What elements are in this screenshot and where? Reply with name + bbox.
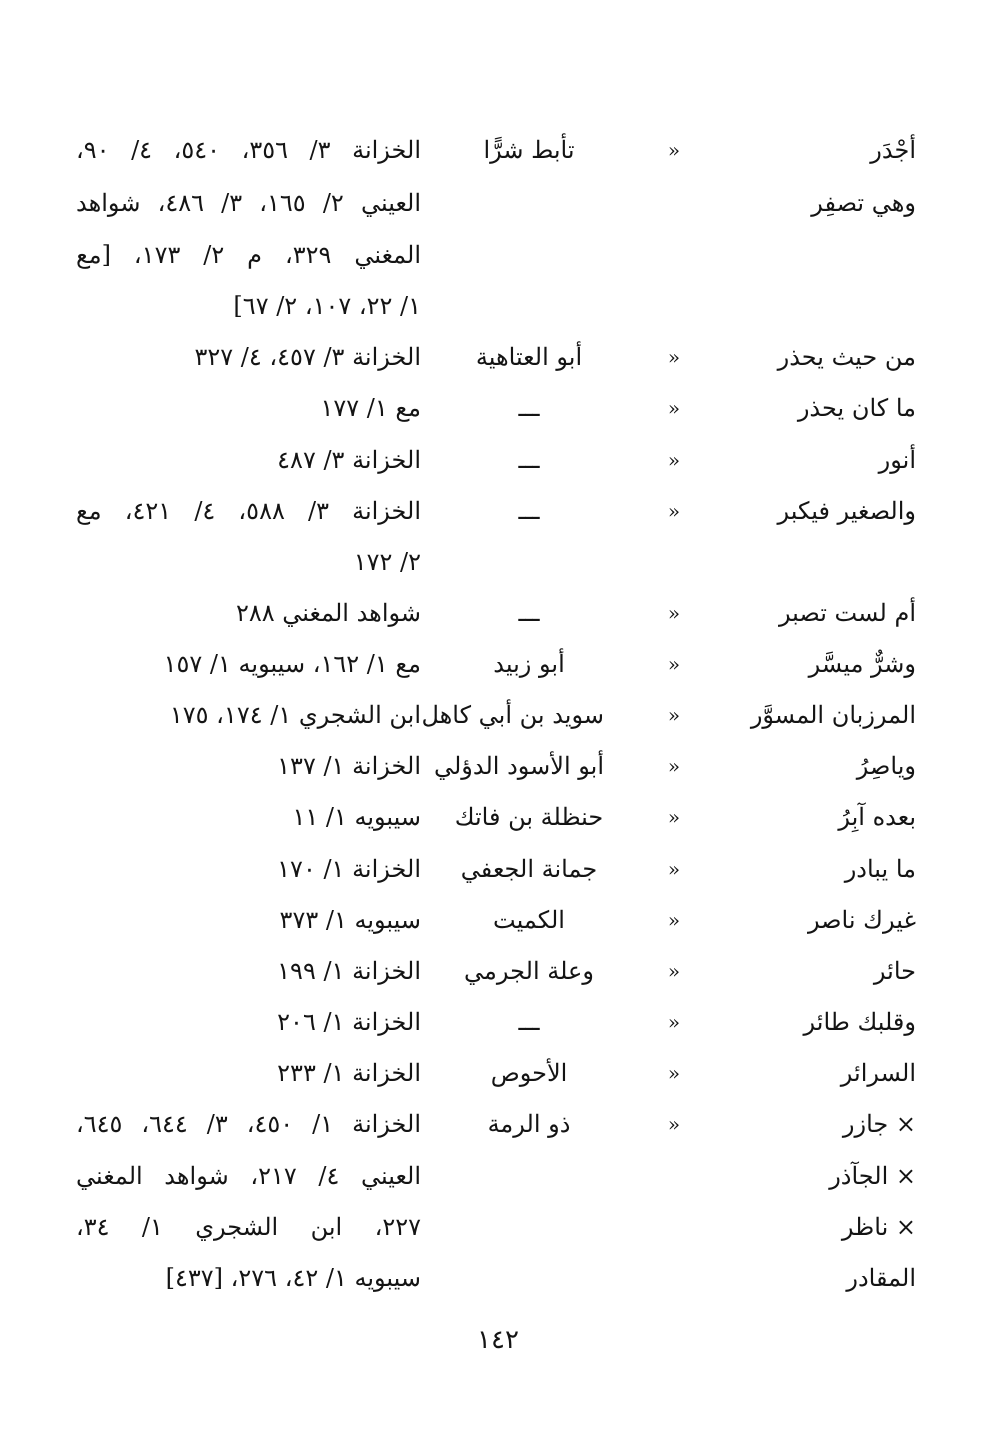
rhyme-word: السرائر (840, 1059, 916, 1087)
ditto-mark: « (667, 1112, 681, 1136)
poet-name (454, 1150, 604, 1202)
ditto-mark: « (667, 345, 681, 369)
table-row (0, 382, 996, 434)
table-row (0, 689, 996, 741)
poet-name: أبو العتاهية (475, 343, 583, 371)
source-reference: الخزانة ١/ ٢٣٣ (277, 1059, 421, 1087)
table-row (0, 1150, 996, 1202)
poet-name: ـــ (518, 446, 540, 474)
poet-name (454, 280, 604, 332)
ditto-mark: « (667, 1061, 681, 1085)
source-reference: الخزانة ٣/ ٥٨٨، ٤/ ٤٢١، مع (76, 497, 422, 525)
source-reference: المغني ٣٢٩، م ٢/ ١٧٣، [مع (76, 241, 421, 269)
rhyme-word: من حيث يحذر (777, 343, 916, 371)
source-reference: الخزانة ٣/ ٤٥٧، ٤/ ٣٢٧ (194, 343, 421, 371)
rhyme-word: ما يبادر (844, 855, 916, 883)
ditto-mark: « (667, 857, 681, 881)
poet-name: ـــ (518, 599, 540, 627)
rhyme-word: وقلبك طائر (803, 1008, 916, 1036)
source-reference: مع ١/ ١٧٧ (320, 394, 421, 422)
source-reference: الخزانة ١/ ١٧٠ (277, 855, 421, 883)
table-row (0, 945, 996, 997)
ditto-mark: « (667, 908, 681, 932)
source-reference: سيبويه ١/ ٤٢، ٢٧٦، [٤٣٧] (165, 1264, 421, 1292)
table-row (0, 638, 996, 690)
source-reference: الخزانة ١/ ١٩٩ (277, 957, 421, 985)
poet-name (454, 536, 604, 588)
poet-name: الكميت (493, 906, 565, 934)
ditto-mark: « (667, 601, 681, 625)
rhyme-word: بعده آبِرُ (838, 803, 916, 831)
poet-name: ـــ (518, 497, 540, 525)
table-row (0, 1252, 996, 1304)
table-row (0, 1201, 996, 1253)
table-row (0, 280, 996, 332)
source-reference: الخزانة ٣/ ٤٨٧ (277, 446, 421, 474)
table-row (0, 740, 996, 792)
ditto-mark (664, 1252, 684, 1304)
poet-name: وعلة الجرمي (464, 957, 594, 985)
poet-name: أبو زبيد (493, 650, 565, 678)
poet-name: جمانة الجعفي (460, 855, 598, 883)
source-reference: ابن الشجري ١/ ١٧٤، ١٧٥ (169, 701, 421, 729)
rhyme-word: المرزبان المسوَّر (750, 701, 916, 729)
rhyme-word: ما كان يحذر (797, 394, 916, 422)
source-reference: الخزانة ٣/ ٣٥٦، ٥٤٠، ٤/ ٩٠، (76, 136, 422, 164)
rhyme-word: المقادر (846, 1264, 916, 1292)
table-row (0, 1098, 996, 1150)
source-reference: ١/ ٢٢، ١٠٧، ٢/ ٦٧] (233, 292, 421, 320)
rhyme-word: × جازر (842, 1110, 916, 1138)
ditto-mark: « (667, 703, 681, 727)
table-row (0, 124, 996, 176)
ditto-mark: « (667, 396, 681, 420)
ditto-mark: « (667, 805, 681, 829)
rhyme-word: والصغير فيكبر (777, 497, 916, 525)
poet-name (454, 1201, 604, 1253)
table-row (0, 331, 996, 383)
source-reference: الخزانة ١/ ٢٠٦ (277, 1008, 421, 1036)
ditto-mark (664, 1201, 684, 1253)
rhyme-word (686, 280, 916, 332)
poet-name: حنظلة بن فاتك (454, 803, 604, 831)
poet-name: سويد بن أبي كاهل (421, 701, 604, 729)
source-reference: العيني ٤/ ٢١٧، شواهد المغني (76, 1162, 421, 1190)
rhyme-word (686, 536, 916, 588)
rhyme-word: × ناظر (841, 1213, 916, 1241)
source-reference: ٢٢٧، ابن الشجري ١/ ٣٤، (76, 1213, 421, 1241)
ditto-mark (664, 536, 684, 588)
poet-name: أبو الأسود الدؤلي (433, 752, 604, 780)
ditto-mark: « (667, 652, 681, 676)
table-row (0, 434, 996, 486)
ditto-mark (664, 1150, 684, 1202)
poet-name: ـــ (518, 394, 540, 422)
source-reference: مع ١/ ١٦٢، سيبويه ١/ ١٥٧ (163, 650, 421, 678)
table-row (0, 587, 996, 639)
source-reference: العيني ٢/ ١٦٥، ٣/ ٤٨٦، شواهد (76, 189, 422, 217)
ditto-mark: « (667, 448, 681, 472)
poet-name (454, 177, 604, 229)
ditto-mark (664, 177, 684, 229)
ditto-mark: « (667, 499, 681, 523)
table-row (0, 229, 996, 281)
ditto-mark (664, 280, 684, 332)
poet-name: الأحوص (490, 1059, 568, 1087)
poet-name: ذو الرمة (487, 1110, 571, 1138)
table-row (0, 996, 996, 1048)
ditto-mark: « (667, 959, 681, 983)
source-reference: الخزانة ١/ ١٣٧ (277, 752, 421, 780)
table-row (0, 177, 996, 229)
source-reference: سيبويه ١/ ٣٧٣ (279, 906, 421, 934)
source-reference: سيبويه ١/ ١١ (292, 803, 421, 831)
page-number: ١٤٢ (477, 1325, 519, 1355)
rhyme-word: حائر (873, 957, 916, 985)
source-reference: الخزانة ١/ ٤٥٠، ٣/ ٦٤٤، ٦٤٥، (76, 1110, 422, 1138)
rhyme-word: أم لست تصبر (778, 599, 916, 627)
ditto-mark: « (667, 1010, 681, 1034)
rhyme-word: × الجآذر (829, 1162, 916, 1190)
table-row (0, 843, 996, 895)
source-reference: شواهد المغني ٢٨٨ (235, 599, 421, 627)
poet-name: ـــ (518, 1008, 540, 1036)
ditto-mark: « (667, 138, 681, 162)
poet-name (454, 229, 604, 281)
table-row (0, 1047, 996, 1099)
rhyme-word: وهي تصفِر (811, 189, 916, 217)
poet-name (454, 1252, 604, 1304)
rhyme-word: وياصِرُ (856, 752, 916, 780)
rhyme-word (686, 229, 916, 281)
ditto-mark: « (667, 754, 681, 778)
rhyme-word: غيرك ناصر (807, 906, 916, 934)
poet-name: تأبط شرًّا (483, 136, 575, 164)
rhyme-word: أنور (878, 446, 916, 474)
rhyme-word: أجْدَر (870, 136, 916, 164)
table-row (0, 894, 996, 946)
ditto-mark (664, 229, 684, 281)
table-row (0, 485, 996, 537)
source-reference: ٢/ ١٧٢ (353, 548, 421, 576)
table-row (0, 536, 996, 588)
rhyme-word: وشرٌّ ميسَّر (808, 650, 916, 678)
table-row (0, 791, 996, 843)
